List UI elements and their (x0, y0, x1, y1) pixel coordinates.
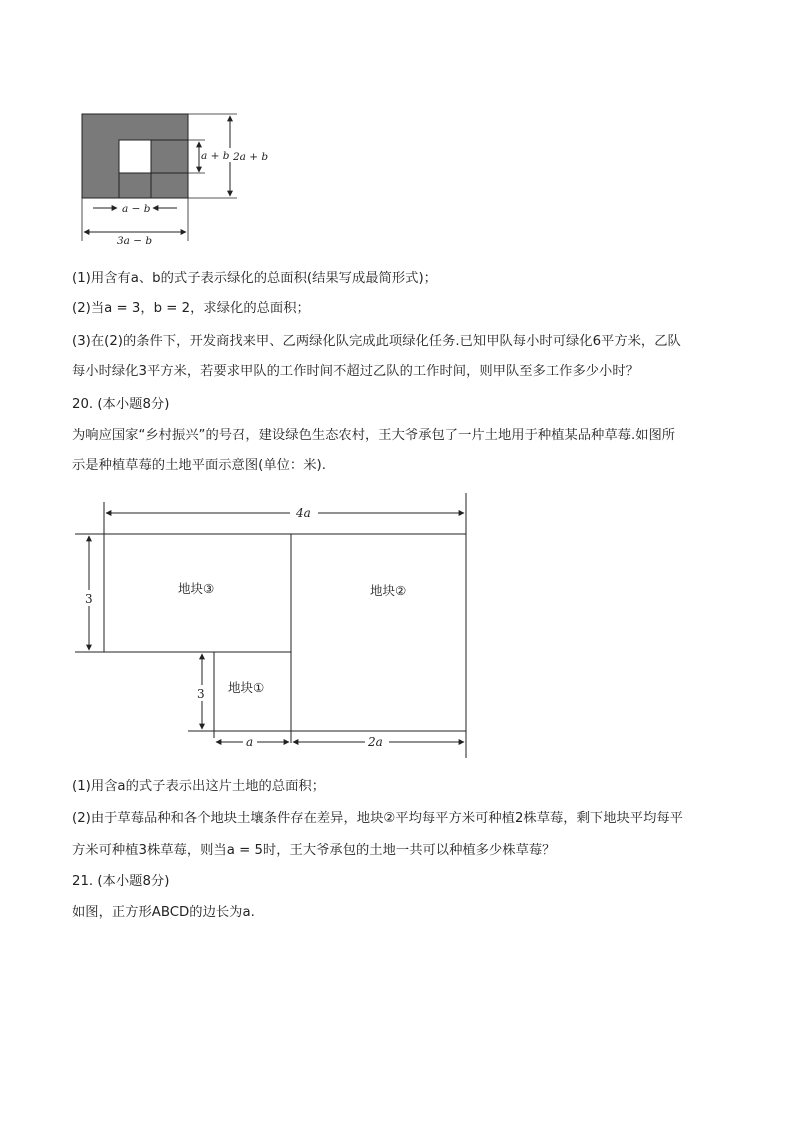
figure-green-area (75, 106, 275, 246)
label-2a-bottom: 2a (368, 735, 383, 749)
q21-stem: 如图，正方形ABCD的边长为a. (72, 905, 255, 920)
inner-white-square (119, 140, 151, 173)
label-3-upper: 3 (85, 592, 93, 606)
q19-part2: (2)当a = 3，b = 2，求绿化的总面积； (72, 301, 310, 316)
q20-stem-line2: 示是种植草莓的土地平面示意图(单位：米). (72, 458, 326, 473)
q20-part1: (1)用含a的式子表示出这片土地的总面积； (72, 779, 326, 794)
q20-part2-line1: (2)由于草莓品种和各个地块土壤条件存在差异，地块②平均每平方米可种植2株草莓，剩下地块平均每平 (72, 811, 683, 826)
label-a-plus-b: a + b (201, 150, 230, 162)
plot-2-label: 地块② (370, 583, 407, 598)
q19-part3-line2: 每小时绿化3平方米，若要求甲队的工作时间不超过乙队的工作时间，则甲队至多工作多少小时？ (72, 364, 639, 379)
q20-part2-line2: 方米可种植3株草莓，则当a = 5时，王大爷承包的土地一共可以种植多少株草莓？ (72, 843, 556, 858)
label-4a: 4a (296, 506, 311, 520)
label-a-minus-b: a − b (122, 203, 151, 215)
label-a-bottom: a (246, 735, 254, 749)
plot-1-label: 地块① (228, 680, 265, 695)
q21-heading: 21. (本小题8分) (72, 874, 170, 889)
q19-part3-line1: (3)在(2)的条件下，开发商找来甲、乙两绿化队完成此项绿化任务.已知甲队每小时可绿化6平方米，乙队 (72, 334, 681, 349)
q20-stem-line1: 为响应国家“乡村振兴”的号召，建设绿色生态农村，王大爷承包了一片土地用于种植某品种草莓.如图所 (72, 428, 676, 443)
label-2a-plus-b: 2a + b (233, 151, 269, 163)
label-3a-minus-b: 3a − b (117, 235, 153, 246)
figure-strawberry-land (60, 488, 480, 763)
q20-heading: 20. (本小题8分) (72, 397, 170, 412)
q19-part1: (1)用含有a、b的式子表示绿化的总面积(结果写成最简形式)； (72, 271, 437, 286)
label-3-lower: 3 (197, 687, 205, 701)
plot-3-label: 地块③ (178, 581, 215, 596)
